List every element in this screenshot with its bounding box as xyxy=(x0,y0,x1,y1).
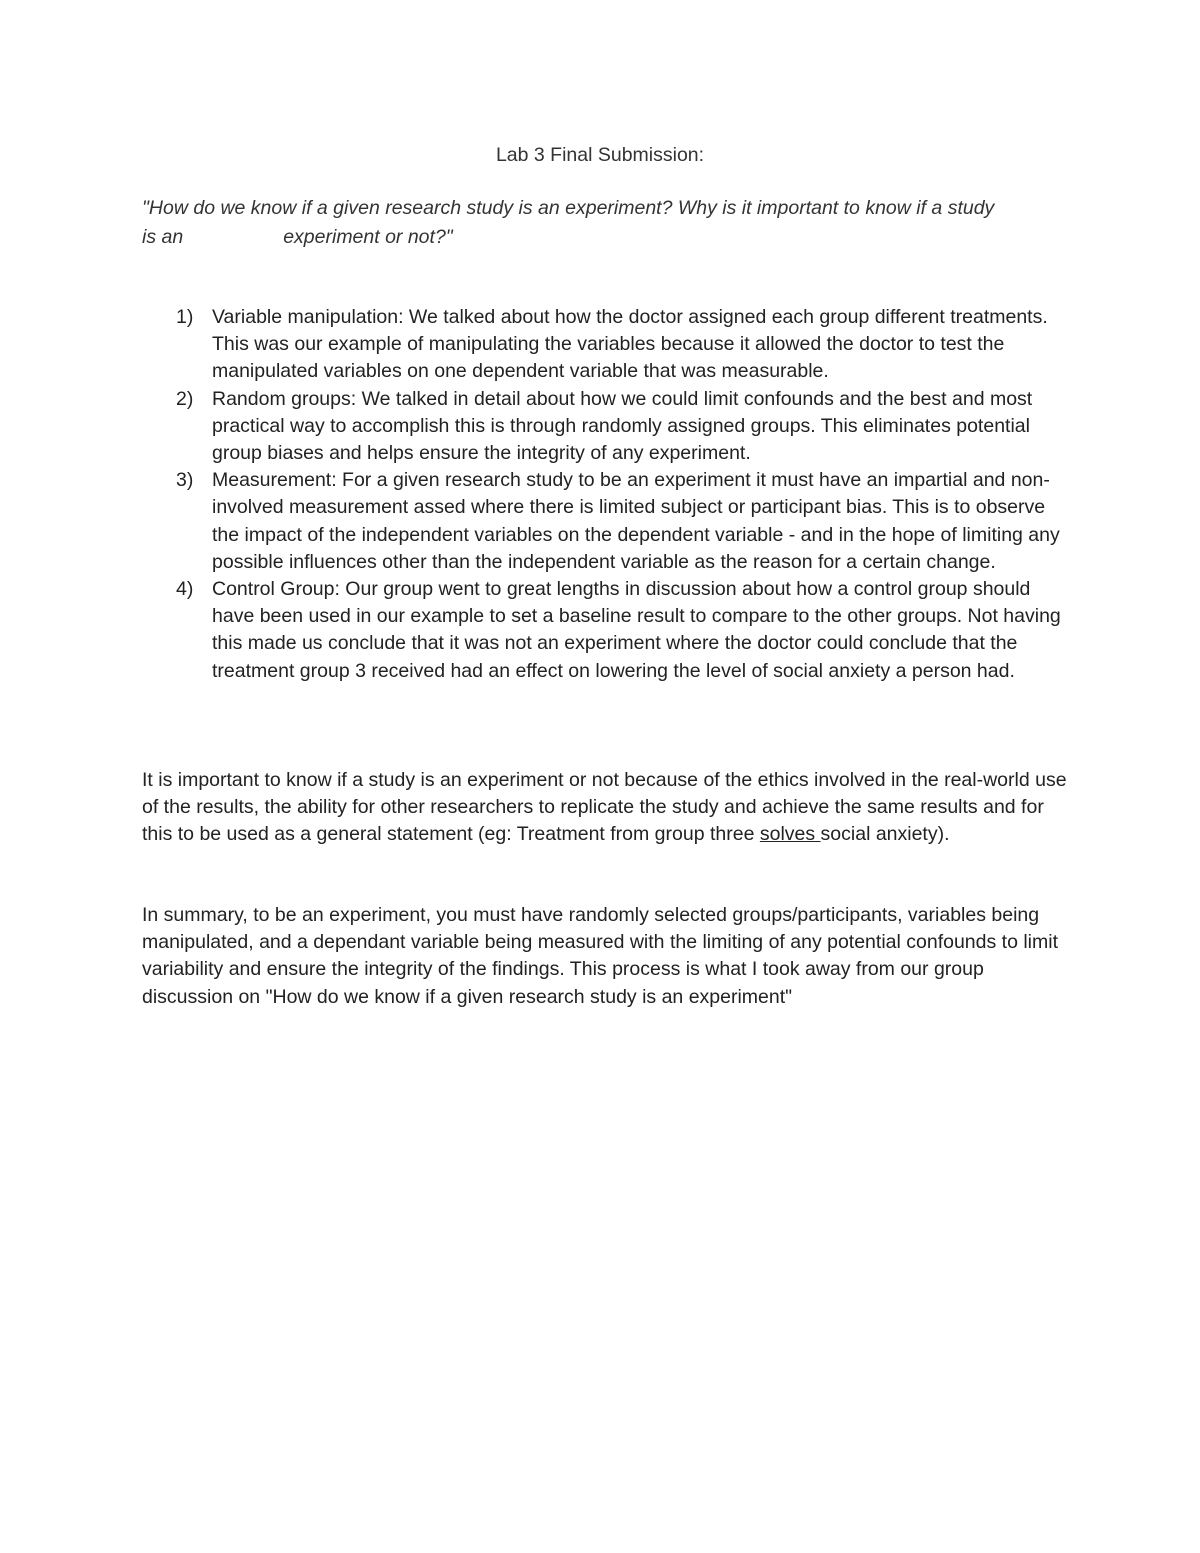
numbered-list xyxy=(142,304,1062,685)
importance-paragraph-end: social anxiety). xyxy=(820,823,950,846)
prompt-question-line-2 xyxy=(142,223,1062,252)
list-item-number: 3) xyxy=(176,469,194,492)
prompt-question-line-2-end: experiment or not?" xyxy=(283,226,453,248)
prompt-question xyxy=(142,194,1062,252)
prompt-question-line-2-start: is an xyxy=(142,226,184,248)
list-item-text: Measurement: For a given research study to be an experiment it must have an impartial and non-involved measurement assed where there is limited subject or participant bias. This is to observe the impact of the independent variables on the dependent variable - and in the hope of limiting any possible influences other than the independent variable as the reason for a certain change. xyxy=(212,469,1060,573)
list-item-text: Random groups: We talked in detail about how we could limit confounds and the best and most practical way to accomplish this is through randomly assigned groups. This eliminates potential group biases and helps ensure the integrity of any experiment. xyxy=(212,387,1033,465)
underlined-word: solves xyxy=(759,823,821,846)
list-item xyxy=(142,576,1062,685)
importance-paragraph-text: It is important to know if a study is an experiment or not because of the ethics involved in the real-world use of the results, the ability for other researchers to replicate the study and achieve the same results and for this to be used as a general statement (eg: Treatment from group three xyxy=(142,769,1067,846)
list-item-text: Variable manipulation: We talked about how the doctor assigned each group different treatments. This was our example of manipulating the variables because it allowed the doctor to test the manipulated variables on one dependent variable that was measurable. xyxy=(212,306,1048,383)
document-title: Lab 3 Final Submission: xyxy=(495,144,705,166)
list-item xyxy=(142,467,1062,576)
list-item-number: 1) xyxy=(176,306,194,328)
list-item-text: Control Group: Our group went to great lengths in discussion about how a control group should have been used in our example to set a baseline result to compare to the other groups. Not having this made us conclude that it was not an experiment where the doctor could conclude that the treatment group 3 received had an effect on lowering the level of social anxiety a person had. xyxy=(212,578,1061,682)
list-item xyxy=(142,304,1062,386)
list-item xyxy=(142,386,1062,468)
prompt-question-line-1: "How do we know if a given research study is an experiment? Why is it important to know if a study xyxy=(142,197,995,219)
importance-paragraph xyxy=(142,767,1067,849)
list-item-number: 2) xyxy=(176,387,194,410)
summary-paragraph: In summary, to be an experiment, you must have randomly selected groups/participants, variables being manipulated, and a dependant variable being measured with the limiting of any potential confounds to limit variability and ensure the integrity of the findings. This process is what I took away from our group discussion on "How do we know if a given research study is an experiment" xyxy=(142,904,1058,1008)
list-item-number: 4) xyxy=(176,578,194,601)
